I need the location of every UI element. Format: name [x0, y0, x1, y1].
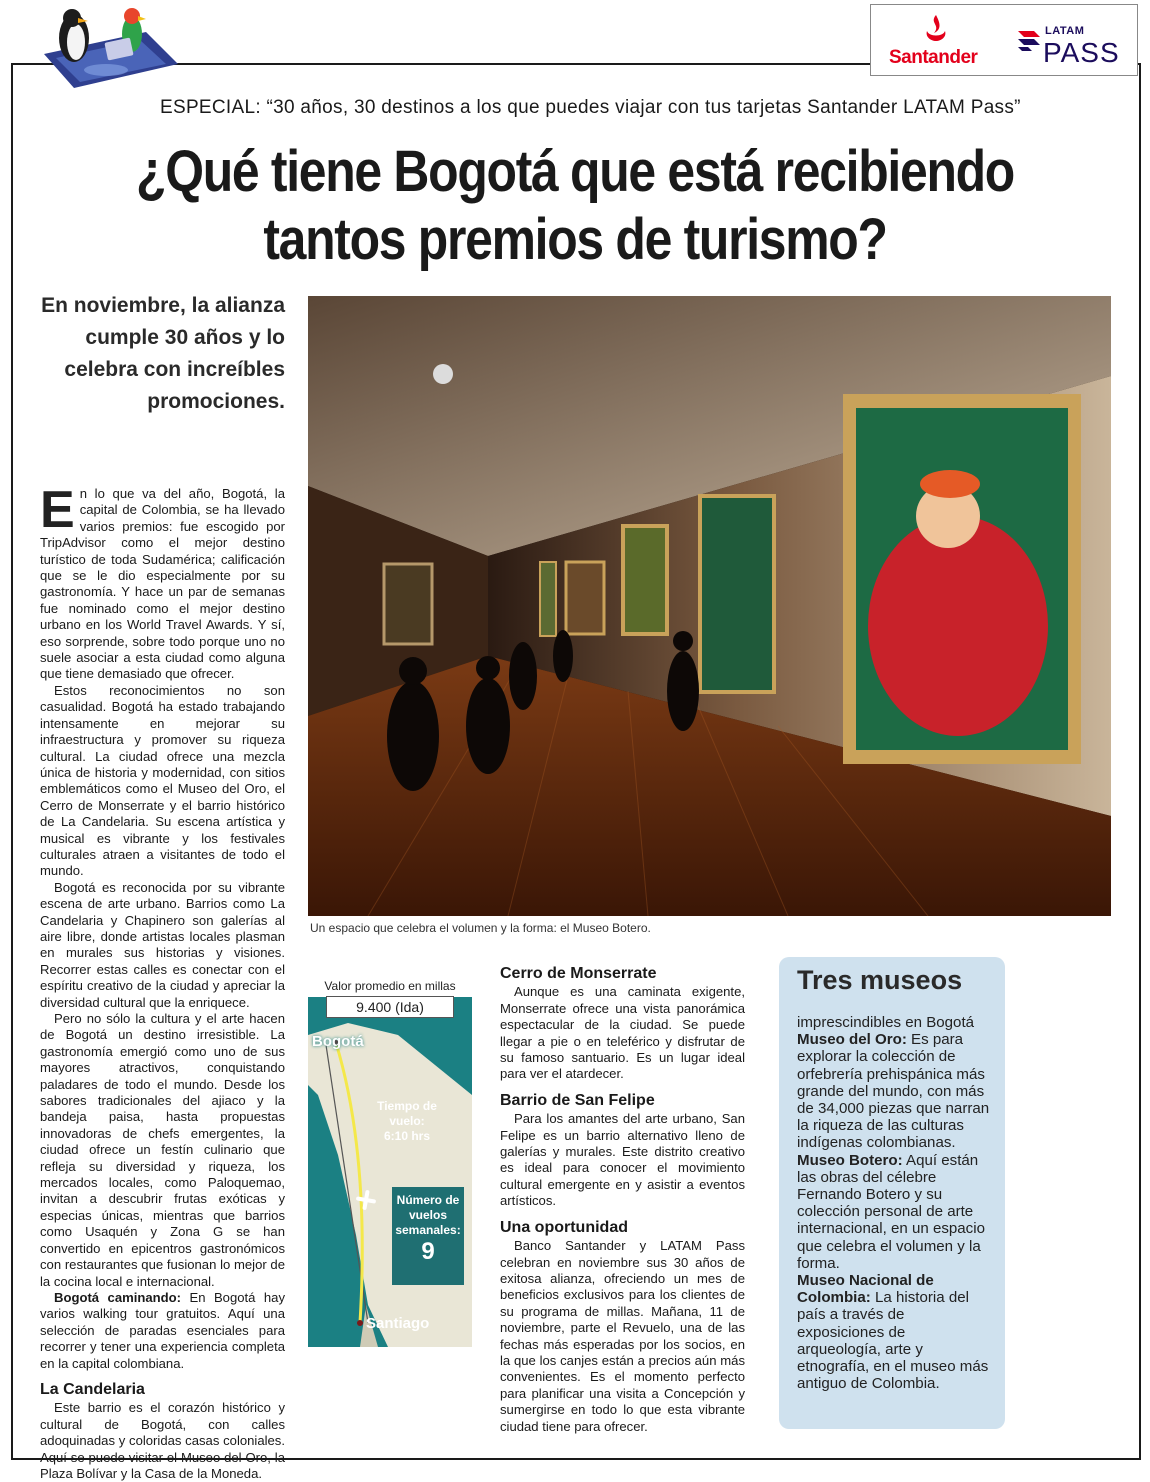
paragraph-candelaria: Este barrio es el corazón histórico y cultural de Bogotá, con calles adoquinadas y coloridas casas coloniales. Aquí se puede visitar el Museo del Oro, la Plaza Bolívar y la Casa de la Moneda. [40, 1400, 285, 1481]
museum-oro-name: Museo del Oro: [797, 1031, 907, 1049]
paragraph-1 [40, 481, 285, 683]
santander-logo: Santander [889, 47, 978, 68]
sidebar-title: Tres museos [797, 965, 963, 995]
flight-time-info [372, 1099, 442, 1144]
flight-map [308, 975, 472, 1347]
museums-sidebar [779, 957, 1005, 1429]
sidebar-intro: imprescindibles en Bogotá [797, 1014, 975, 1031]
kicker: ESPECIAL: “30 años, 30 destinos a los que puedes viajar con tus tarjetas Santander LATAM Pass” [160, 97, 1021, 118]
article-column-1 [40, 481, 285, 1482]
south-america-map [308, 975, 472, 1347]
headline-line-1: ¿Qué tiene Bogotá que está recibiendo [136, 139, 1014, 204]
weekly-flights-label: Número de vuelos semanales: [395, 1193, 461, 1237]
mascot-illustration [36, 2, 186, 90]
deck: En noviembre, la alianza cumple 30 años y lo celebra con increíbles promociones. [41, 294, 285, 413]
heading-sanfelipe: Barrio de San Felipe [500, 1091, 655, 1109]
museum-botero [797, 1152, 993, 1272]
heading-oportunidad: Una oportunidad [500, 1218, 628, 1236]
museum-nacional [797, 1272, 993, 1392]
city-destination: Santiago [366, 1315, 430, 1332]
museum-nacional-name: Museo Nacional de Colombia: [797, 1272, 934, 1307]
santander-flame-icon [923, 13, 949, 43]
miles-value: 9.400 (Ida) [326, 996, 454, 1018]
paragraph-monserrate: Aunque es una caminata exigente, Monserrate ofrece una vista panorámica espectacular de la ciudad. Se puede llegar a pie o en teleférico y disfrutar de su famoso santuario. Es un lugar ideal para ver el atardecer. [500, 984, 745, 1082]
museum-photo [308, 296, 1111, 916]
latam-logo-icon [1016, 27, 1042, 53]
museum-oro [797, 1031, 993, 1151]
museum-nacional-text: La historia del país a través de exposiciones de arqueología, arte y etnografía, en el museo más antiguo de Colombia. [797, 1289, 989, 1393]
article-column-3 [500, 966, 745, 1435]
museum-botero-text: Aquí están las obras del célebre Fernando Botero y su colección personal de arte internacional, en un espacio que celebra el volumen y la forma. [797, 1151, 985, 1272]
latam-small-logo: LATAM [1045, 25, 1085, 37]
flight-time-value: 6:10 hrs [383, 1129, 431, 1143]
weekly-flights-info [392, 1187, 464, 1285]
museum-oro-text: Es para explorar la colección de orfebrería prehispánica más grande del mundo, con más de 34,000 piezas que narran la riqueza de las culturas indígenas colombianas. [797, 1031, 990, 1152]
sidebar-text [797, 1014, 993, 1392]
walking-lead: Bogotá caminando: [54, 1289, 182, 1305]
paragraph-3: Bogotá es reconocida por su vibrante escena de arte urbano. Barrios como La Candelaria y Chapinero son galerías al aire libre, donde artistas locales plasman en murales sus historias y visiones. Recorrer estas calles es conectar con el espíritu creativo de la ciudad y apreciar la diversidad cultural que la enriquece. [40, 879, 285, 1010]
pass-logo: PASS [1043, 37, 1120, 68]
paragraph-oportunidad: Banco Santander y LATAM Pass celebran en noviembre sus 30 años de exitosa alianza, ofreciendo un mes de beneficios exclusivos para los clientes de su programa de millas. Mañana, 11 de noviembre, parte el Revuelo, una de las fechas más esperadas por los socios, en la que los canjes están a precios aún más convenientes. Es el momento perfecto para planificar una visita a Concepción y sumergirse en todo lo que esta vibrante ciudad tiene para ofrecer. [500, 1238, 745, 1434]
sponsor-logos [870, 4, 1138, 76]
paragraph-4: Pero no sólo la cultura y el arte hacen de Bogotá un destino irresistible. La gastronomía emergió como uno de sus mayores atractivos, conquistando paladares de todo el mundo. Desde los sabores tradicionales del ajiaco y la bandeja paisa, hasta propuestas innovadoras de chefs emergentes, la ciudad ofrece un festín culinario que refleja su diversidad y riqueza, los mercados locales, como Paloquemao, invitan a descubrir frutas exóticas y especias únicas, mientras que barrios como Usaquén y Zona G se han convertido en epicentros gastronómicos con restaurantes que fusionan lo mejor de la cocina local e internacional. [40, 1011, 285, 1289]
heading-monserrate: Cerro de Monserrate [500, 965, 657, 982]
heading-candelaria: La Candelaria [40, 1380, 145, 1398]
miles-label: Valor promedio en millas [308, 975, 472, 997]
city-origin: Bogotá [312, 1033, 364, 1050]
walking-text: En Bogotá hay varios walking tour gratuitos. Aquí una selección de paradas esenciales para recorrer y tener una experiencia completa en la capital colombiana. [40, 1289, 285, 1371]
dropcap: E [40, 481, 75, 539]
photo-caption: Un espacio que celebra el volumen y la forma: el Museo Botero. [310, 921, 651, 935]
headline-line-2: tantos premios de turismo? [263, 207, 887, 272]
paragraph-5 [40, 1290, 285, 1372]
paragraph-2: Estos reconocimientos no son casualidad. Bogotá ha estado trabajando intensamente en mejorar su infraestructura y promover su riqueza cultural. La ciudad ofrece una mezcla única de historia y modernidad, con sitios emblemáticos como el Museo del Oro, el Cerro de Monserrate y el barrio histórico de La Candelaria. Su escena artística y musical es vibrante y los festivales culturales atraen a visitantes de todo el mundo. [40, 682, 285, 879]
headline [98, 138, 1053, 274]
flight-time-label: Tiempo de vuelo: [377, 1099, 437, 1128]
paragraph-1-text: n lo que va del año, Bogotá, la capital de Colombia, se ha llevado varios premios: fue escogido por TripAdvisor como el mejor destino turístico de toda Sudamérica; calificación que se le dio especialmente por su gastronomía. Y hace un par de semanas fue nominado como el mejor destino urbano en los World Travel Awards. Y sí, eso sorprende, sobre todo porque uno no suele asociar a esta ciudad como alguna que tiene demasiado que ofrecer. [40, 486, 285, 682]
museum-botero-name: Museo Botero: [797, 1151, 903, 1169]
weekly-flights-value: 9 [421, 1238, 435, 1265]
paragraph-sanfelipe: Para los amantes del arte urbano, San Felipe es un barrio alternativo lleno de galerías y murales. Este distrito creativo es ideal para conocer el movimiento cultural emergente en y asistir a eventos artísticos. [500, 1111, 745, 1209]
